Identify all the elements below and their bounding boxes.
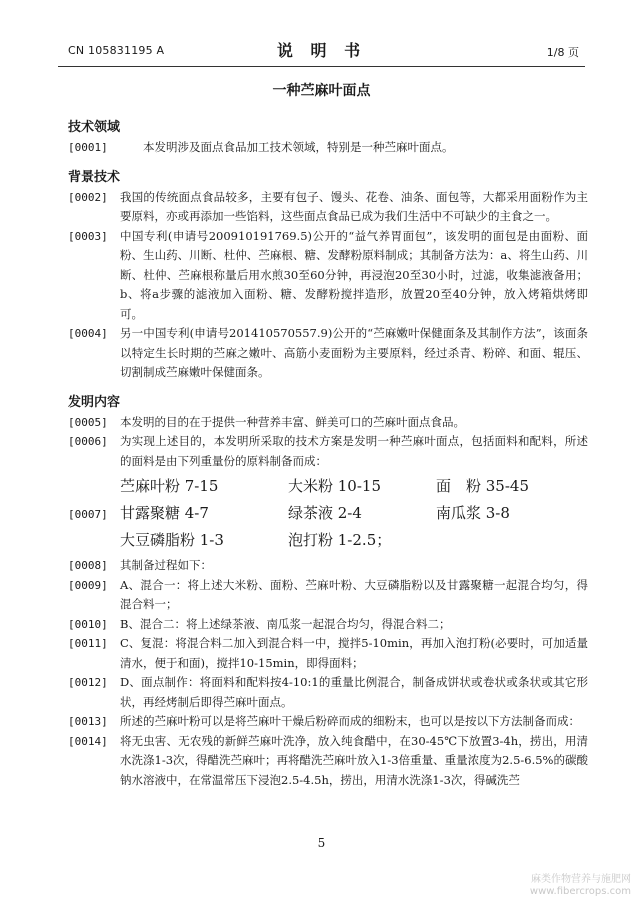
section-heading-tech-field: 技术领域 bbox=[68, 120, 121, 135]
document-body bbox=[68, 118, 588, 790]
paragraph-0012 bbox=[68, 673, 588, 712]
formula-item: 大豆磷脂粉 1-3 bbox=[120, 531, 224, 549]
paragraph-number: [0001] bbox=[68, 141, 108, 154]
page-header bbox=[58, 34, 585, 64]
paragraph-0001 bbox=[68, 138, 588, 158]
formula-item: 甘露聚糖 4-7 bbox=[120, 504, 209, 522]
formula-row bbox=[120, 527, 588, 554]
paragraph-0011 bbox=[68, 634, 588, 673]
ingredient-formula bbox=[68, 473, 588, 554]
paragraph-number: [0014] bbox=[68, 734, 108, 748]
watermark-line: 麻类作物营养与施肥网 bbox=[531, 874, 631, 885]
paragraph-text: D、面点制作：将面料和配料按4-10:1的重量比例混合，制备成饼状或卷状或条状或其它形状，再经烤制后即得苎麻叶面点。 bbox=[120, 675, 588, 709]
site-watermark bbox=[530, 874, 631, 898]
formula-item: 泡打粉 1-2.5； bbox=[288, 531, 392, 549]
section-heading-content: 发明内容 bbox=[68, 394, 121, 410]
paragraph-number: [0005] bbox=[68, 415, 108, 429]
paragraph-text: A、混合一：将上述大米粉、面粉、苎麻叶粉、大豆磷脂粉以及甘露聚糖一起混合均匀，得混合料一； bbox=[120, 577, 588, 611]
formula-item: 南瓜浆 3-8 bbox=[436, 504, 510, 522]
watermark-line: www.fibercrops.com bbox=[529, 886, 631, 897]
paragraph-text: 为实现上述目的，本发明所采取的技术方案是发明一种苎麻叶面点，包括面料和配料，所述的面料是由下列重量份的原料制备而成： bbox=[120, 434, 588, 468]
paragraph-number: [0008] bbox=[68, 559, 108, 572]
paragraph-0002 bbox=[68, 188, 588, 227]
paragraph-0008 bbox=[68, 556, 588, 576]
paragraph-0006 bbox=[68, 432, 588, 471]
paragraph-0013 bbox=[68, 712, 588, 732]
paragraph-text: B、混合二：将上述绿茶液、南瓜浆一起混合均匀，得混合料二； bbox=[120, 616, 451, 631]
paragraph-0004 bbox=[68, 324, 588, 383]
paragraph-0010 bbox=[68, 615, 588, 635]
formula-item: 大米粉 10-15 bbox=[288, 477, 382, 495]
paragraph-number: [0013] bbox=[68, 715, 108, 728]
paragraph-0014 bbox=[68, 732, 588, 791]
header-divider bbox=[58, 66, 585, 67]
paragraph-0009 bbox=[68, 576, 588, 615]
paragraph-number: [0002] bbox=[68, 190, 108, 204]
document-type: 说 明 书 bbox=[276, 41, 367, 60]
paragraph-text: 本发明的目的在于提供一种营养丰富、鲜美可口的苎麻叶面点食品。 bbox=[120, 414, 465, 429]
patent-number: CN 105831195 A bbox=[68, 44, 165, 57]
paragraph-number: [0009] bbox=[68, 578, 108, 592]
paragraph-0005 bbox=[68, 413, 588, 433]
formula-item: 面 粉 35-45 bbox=[436, 477, 530, 495]
page-info: 1/8 页 bbox=[546, 46, 579, 59]
paragraph-text: C、复混：将混合料二加入到混合料一中，搅拌5-10min，再加入泡打粉(必要时，可加适量清水，便于和面)，搅拌10-15min，即得面料； bbox=[120, 636, 588, 670]
paragraph-text: 将无虫害、无农残的新鲜苎麻叶洗净，放入纯食醋中，在30-45℃下放置3-4h，捞出，用清水洗涤1-3次，得醋洗苎麻叶；再将醋洗苎麻叶放入1-3倍重量、重量浓度为2.5-6.5%的碳酸钠水溶液中，在常温常压下浸泡2.5-4.5h，捞出，用清水洗涤1-3次，得碱洗苎 bbox=[120, 733, 588, 787]
paragraph-number: [0010] bbox=[68, 617, 108, 631]
formula-item: 绿茶液 2-4 bbox=[288, 504, 362, 522]
paragraph-number: [0003] bbox=[68, 229, 108, 243]
formula-item: 苎麻叶粉 7-15 bbox=[120, 477, 219, 495]
paragraph-text: 另一中国专利(申请号201410570557.9)公开的“苎麻嫩叶保健面条及其制作方法”，该面条以特定生长时期的苎麻之嫩叶、高筋小麦面粉为主要原料，经过杀青、粉碎、和面、辊压、切割制成苎麻嫩叶保健面条。 bbox=[120, 326, 588, 379]
paragraph-text: 所述的苎麻叶粉可以是将苎麻叶干燥后粉碎而成的细粉末，也可以是按以下方法制备而成： bbox=[120, 714, 580, 728]
page-number: 5 bbox=[317, 836, 326, 850]
section-heading-background: 背景技术 bbox=[68, 169, 121, 185]
formula-item bbox=[436, 527, 556, 554]
paragraph-text: 本发明涉及面点食品加工技术领域，特别是一种苎麻叶面点。 bbox=[143, 140, 454, 154]
formula-row bbox=[120, 500, 588, 527]
paragraph-number: [0011] bbox=[68, 637, 108, 650]
paragraph-text: 我国的传统面点食品较多，主要有包子、馒头、花卷、油条、面包等，大都采用面粉作为主要原料，亦或再添加一些馅料，这些面点食品已成为我们生活中不可缺少的主食之一。 bbox=[120, 189, 588, 223]
paragraph-number: [0007] bbox=[68, 508, 108, 521]
paragraph-number: [0006] bbox=[68, 435, 108, 448]
paragraph-number: [0012] bbox=[68, 676, 108, 689]
paragraph-0003 bbox=[68, 227, 588, 325]
paragraph-text: 其制备过程如下： bbox=[120, 558, 212, 572]
paragraph-text: 中国专利(申请号200910191769.5)公开的“益气养胃面包”，该发明的面包是由面粉、面粉、生山药、川断、杜仲、苎麻根、糖、发酵粉原料制成；其制备方法为：a、将生山药、川断、杜仲、苎麻根称量后用水煎30至60分钟，再浸泡20至30小时，过滤，收集滤液备用；b、将a步骤的滤液加入面粉、糖、发酵粉搅拌造形，放置20至40分钟，放入烤箱烘烤即可。 bbox=[120, 228, 588, 321]
formula-row bbox=[120, 473, 588, 500]
document-title: 一种苎麻叶面点 bbox=[272, 83, 371, 99]
paragraph-number: [0004] bbox=[68, 327, 108, 340]
